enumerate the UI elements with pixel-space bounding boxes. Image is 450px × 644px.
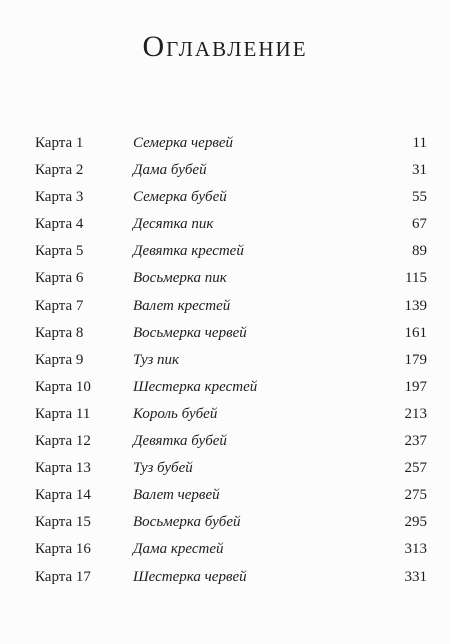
toc-entry[interactable] bbox=[0, 293, 450, 320]
chapter-title: Девятка бубей bbox=[133, 433, 227, 450]
toc-entry[interactable] bbox=[0, 130, 450, 157]
page-number: 31 bbox=[412, 162, 427, 179]
card-label: Карта 6 bbox=[35, 270, 84, 287]
toc-entry[interactable] bbox=[0, 455, 450, 482]
card-label: Карта 14 bbox=[35, 487, 91, 504]
toc-entry[interactable] bbox=[0, 157, 450, 184]
page-number: 331 bbox=[404, 568, 427, 585]
page-number: 55 bbox=[412, 189, 427, 206]
chapter-title: Туз пик bbox=[133, 351, 180, 368]
card-label: Карта 16 bbox=[35, 541, 91, 558]
card-label: Карта 13 bbox=[35, 460, 91, 477]
chapter-title: Шестерка червей bbox=[133, 568, 247, 585]
card-label: Карта 3 bbox=[35, 189, 84, 206]
page-number: 275 bbox=[404, 487, 427, 504]
card-label: Карта 10 bbox=[35, 378, 91, 395]
chapter-title: Восьмерка пик bbox=[133, 270, 227, 287]
chapter-title: Восьмерка бубей bbox=[133, 514, 241, 531]
page-number: 179 bbox=[404, 351, 427, 368]
page-number: 89 bbox=[412, 243, 427, 260]
chapter-title: Дама крестей bbox=[133, 541, 224, 558]
page-number: 11 bbox=[412, 135, 427, 151]
toc-entry[interactable] bbox=[0, 347, 450, 374]
chapter-title: Дама бубей bbox=[133, 162, 207, 179]
card-label: Карта 11 bbox=[35, 405, 91, 422]
toc-entry[interactable] bbox=[0, 564, 450, 591]
chapter-title: Десятка пик bbox=[133, 216, 214, 233]
toc-entry[interactable] bbox=[0, 265, 450, 292]
card-label: Карта 2 bbox=[35, 162, 84, 179]
chapter-title: Девятка крестей bbox=[133, 243, 244, 260]
card-label: Карта 7 bbox=[35, 297, 84, 314]
toc-entry[interactable] bbox=[0, 509, 450, 536]
page-number: 213 bbox=[404, 405, 427, 422]
chapter-title: Король бубей bbox=[133, 405, 218, 422]
card-label: Карта 1 bbox=[35, 135, 84, 151]
chapter-title: Валет крестей bbox=[133, 297, 231, 314]
page-number: 115 bbox=[405, 270, 427, 287]
chapter-title: Шестерка крестей bbox=[133, 378, 258, 395]
page-number: 257 bbox=[404, 460, 427, 477]
page-number: 295 bbox=[404, 514, 427, 531]
card-label: Карта 4 bbox=[35, 216, 84, 233]
card-label: Карта 5 bbox=[35, 243, 84, 260]
chapter-title: Восьмерка червей bbox=[133, 324, 247, 341]
card-label: Карта 9 bbox=[35, 351, 84, 368]
chapter-title: Валет червей bbox=[133, 487, 220, 504]
toc-entry[interactable] bbox=[0, 211, 450, 238]
page-number: 139 bbox=[404, 297, 427, 314]
toc-entry[interactable] bbox=[0, 238, 450, 265]
toc-entry[interactable] bbox=[0, 184, 450, 211]
toc-entry[interactable] bbox=[0, 482, 450, 509]
toc-entry[interactable] bbox=[0, 401, 450, 428]
page-number: 237 bbox=[404, 433, 427, 450]
toc-entry[interactable] bbox=[0, 428, 450, 455]
card-label: Карта 12 bbox=[35, 433, 91, 450]
toc-entry[interactable] bbox=[0, 536, 450, 563]
chapter-title: Семерка червей bbox=[133, 135, 233, 151]
page-number: 313 bbox=[404, 541, 427, 558]
toc-entry[interactable] bbox=[0, 374, 450, 401]
chapter-title: Семерка бубей bbox=[133, 189, 227, 206]
page-title: Оглавление bbox=[142, 30, 308, 63]
card-label: Карта 15 bbox=[35, 514, 91, 531]
card-label: Карта 17 bbox=[35, 568, 91, 585]
toc-entry[interactable] bbox=[0, 320, 450, 347]
page-number: 197 bbox=[404, 378, 427, 395]
page-number: 161 bbox=[404, 324, 427, 341]
table-of-contents bbox=[0, 130, 450, 591]
page-number: 67 bbox=[412, 216, 427, 233]
card-label: Карта 8 bbox=[35, 324, 84, 341]
chapter-title: Туз бубей bbox=[133, 460, 193, 477]
